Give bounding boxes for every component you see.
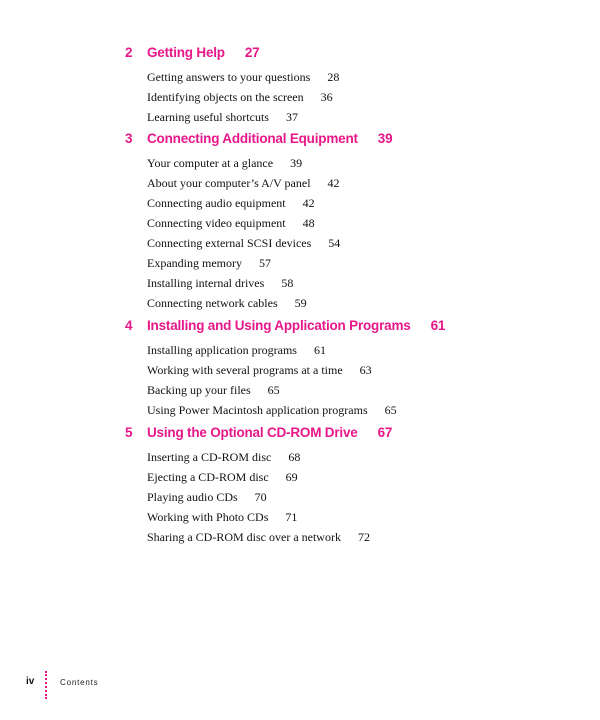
- entry-page: 36: [320, 90, 333, 104]
- chapter-number: 4: [125, 318, 133, 333]
- chapter-entries: [147, 342, 397, 422]
- entry-page: 68: [288, 450, 301, 464]
- entry-page: 71: [285, 510, 298, 524]
- entry-page: 72: [357, 530, 370, 544]
- entry-title: Sharing a CD-ROM disc over a network: [147, 530, 341, 544]
- toc-entry[interactable]: [147, 342, 397, 362]
- entry-page: 58: [281, 276, 294, 290]
- entry-page: 42: [302, 196, 315, 210]
- chapter-title: [147, 425, 392, 440]
- entry-page: 54: [328, 236, 341, 250]
- toc-entry[interactable]: [147, 109, 339, 129]
- entry-title: Learning useful shortcuts: [147, 110, 269, 124]
- entry-page: 65: [267, 383, 280, 397]
- entry-title: Backing up your files: [147, 383, 251, 397]
- entry-page: 63: [359, 363, 372, 377]
- toc-entry[interactable]: [147, 362, 397, 382]
- footer-label: Contents: [60, 678, 99, 687]
- entry-title: Using Power Macintosh application programs: [147, 403, 368, 417]
- entry-title: Inserting a CD-ROM disc: [147, 450, 272, 464]
- entry-page: 59: [294, 296, 307, 310]
- entry-title: Identifying objects on the screen: [147, 90, 304, 104]
- entry-title: Working with several programs at a time: [147, 363, 343, 377]
- entry-title: Playing audio CDs: [147, 490, 238, 504]
- chapter-number: 2: [125, 45, 133, 60]
- toc-entry[interactable]: [147, 382, 397, 402]
- chapter-title: [147, 318, 445, 333]
- toc-entry[interactable]: [147, 69, 339, 89]
- toc-entry[interactable]: [147, 235, 340, 255]
- toc-entry[interactable]: [147, 89, 339, 109]
- toc-entry[interactable]: [147, 175, 340, 195]
- dotted-divider: [45, 671, 47, 699]
- entry-page: 39: [290, 156, 303, 170]
- page-number: iv: [26, 676, 35, 687]
- toc-entry[interactable]: [147, 195, 340, 215]
- chapter-heading[interactable]: [0, 316, 600, 336]
- chapter-page: 27: [244, 45, 260, 60]
- chapter-page: 39: [377, 131, 393, 146]
- entry-page: 69: [285, 470, 298, 484]
- chapter-heading[interactable]: [0, 129, 600, 149]
- toc-entry[interactable]: [147, 215, 340, 235]
- entry-title: Connecting video equipment: [147, 216, 286, 230]
- toc-entry[interactable]: [147, 402, 397, 422]
- entry-title: Your computer at a glance: [147, 156, 274, 170]
- entry-title: Getting answers to your questions: [147, 70, 311, 84]
- toc-entry[interactable]: [147, 449, 370, 469]
- toc-entry[interactable]: [147, 469, 370, 489]
- toc-entry[interactable]: [147, 295, 340, 315]
- entry-title: Expanding memory: [147, 256, 242, 270]
- entry-page: 57: [258, 256, 271, 270]
- chapter-page: 67: [377, 425, 393, 440]
- entry-title: Connecting network cables: [147, 296, 278, 310]
- chapter-entries: [147, 449, 370, 549]
- entry-page: 37: [285, 110, 298, 124]
- entry-title: Working with Photo CDs: [147, 510, 269, 524]
- entry-page: 61: [313, 343, 326, 357]
- toc-entry[interactable]: [147, 529, 370, 549]
- entry-title: Ejecting a CD-ROM disc: [147, 470, 269, 484]
- entry-page: 42: [327, 176, 340, 190]
- entry-page: 70: [254, 490, 267, 504]
- toc-entry[interactable]: [147, 509, 370, 529]
- chapter-title: [147, 45, 259, 60]
- entry-page: 65: [384, 403, 397, 417]
- chapter-title-text: Using the Optional CD-ROM Drive: [147, 425, 358, 440]
- entry-title: Installing application programs: [147, 343, 297, 357]
- toc-entry[interactable]: [147, 255, 340, 275]
- chapter-number: 5: [125, 425, 133, 440]
- toc-entry[interactable]: [147, 489, 370, 509]
- entry-title: Connecting audio equipment: [147, 196, 286, 210]
- entry-title: Installing internal drives: [147, 276, 265, 290]
- chapter-number: 3: [125, 131, 133, 146]
- entry-page: 28: [327, 70, 340, 84]
- chapter-entries: [147, 155, 340, 315]
- chapter-heading[interactable]: [0, 423, 600, 443]
- entry-title: About your computer’s A/V panel: [147, 176, 311, 190]
- chapter-title-text: Getting Help: [147, 45, 225, 60]
- chapter-title-text: Installing and Using Application Programs: [147, 318, 411, 333]
- chapter-title-text: Connecting Additional Equipment: [147, 131, 358, 146]
- chapter-page: 61: [430, 318, 446, 333]
- chapter-entries: [147, 69, 339, 129]
- chapter-heading[interactable]: [0, 43, 600, 63]
- entry-title: Connecting external SCSI devices: [147, 236, 312, 250]
- chapter-title: [147, 131, 392, 146]
- toc-entry[interactable]: [147, 275, 340, 295]
- entry-page: 48: [302, 216, 315, 230]
- toc-entry[interactable]: [147, 155, 340, 175]
